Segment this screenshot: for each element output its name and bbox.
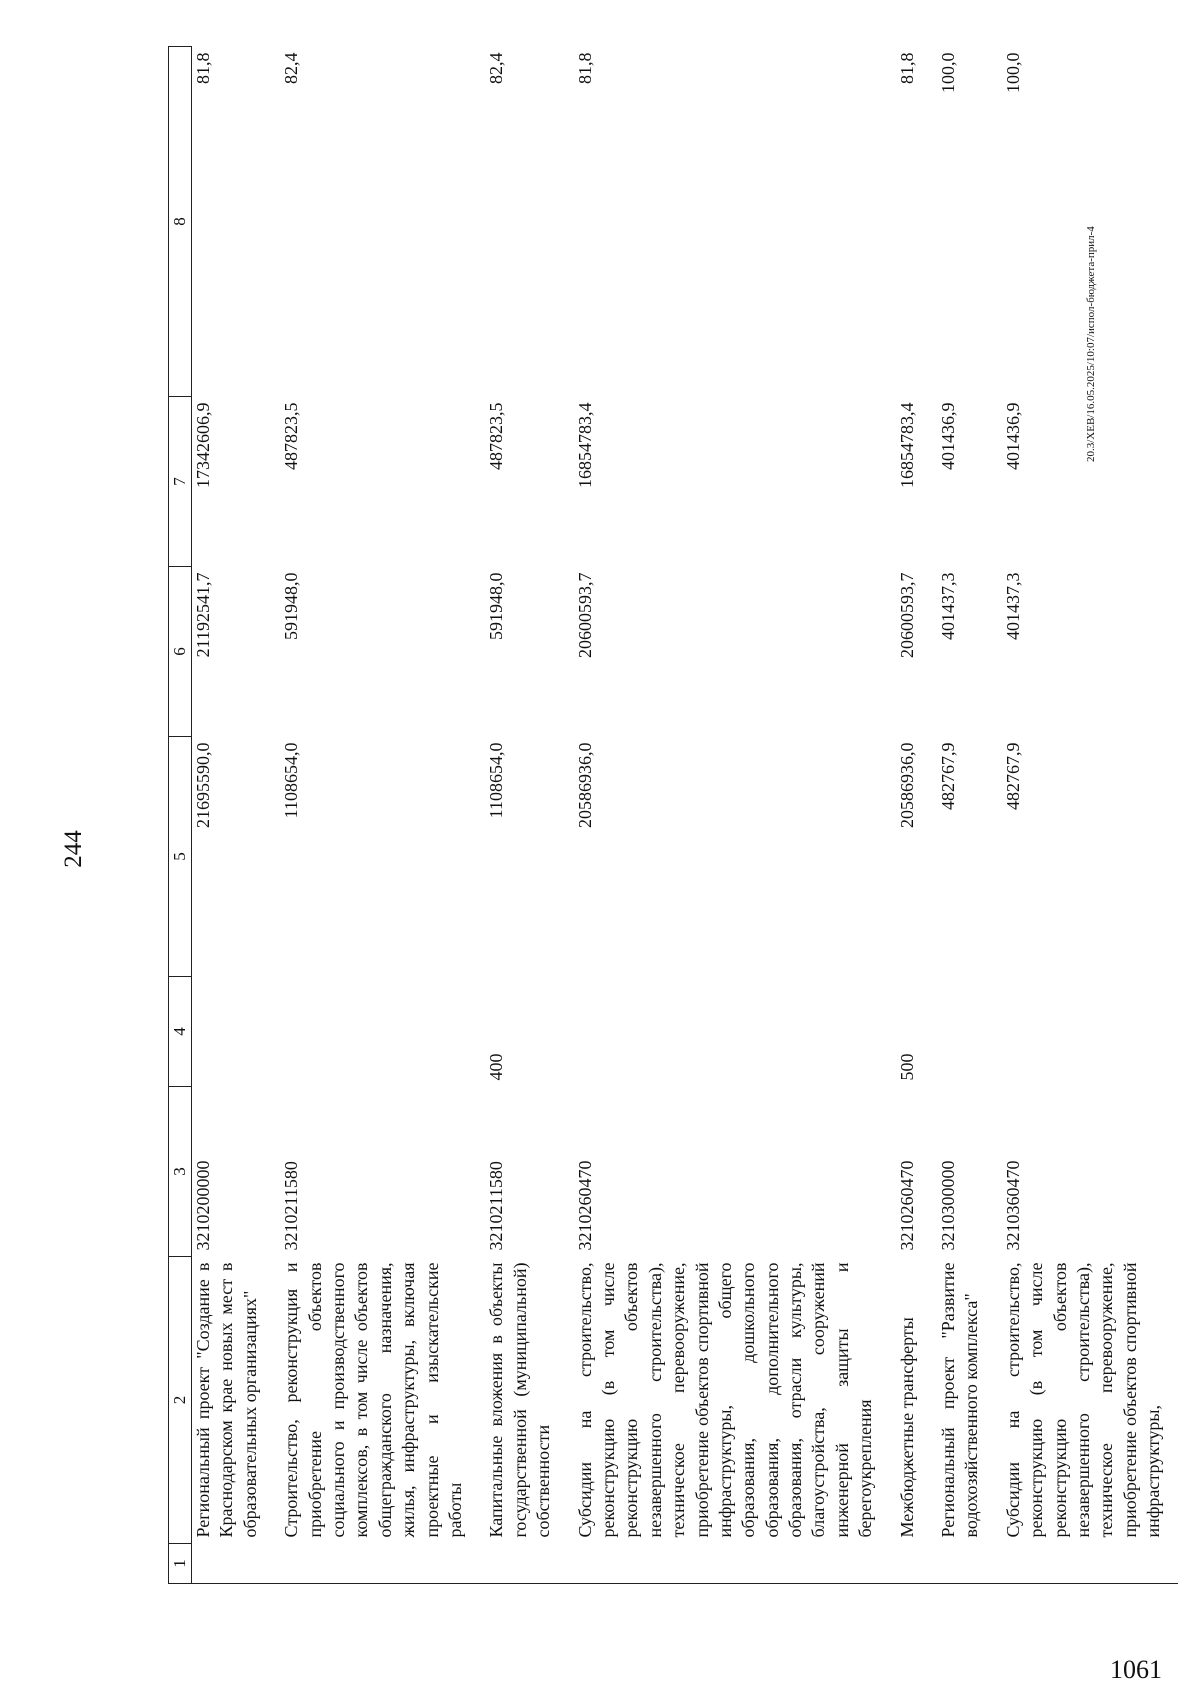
row-percent: 81,8: [193, 52, 214, 84]
row-type: [568, 977, 890, 1087]
row-index-cell: [996, 1544, 1178, 1584]
row-executed: 487823,5: [281, 402, 302, 470]
row-plan: 20586936,0: [896, 742, 917, 828]
page-number: 244: [60, 830, 87, 868]
row-index-cell: [568, 1544, 890, 1584]
row-index-cell: [192, 1544, 275, 1584]
row-approved: 401437,3: [1002, 572, 1023, 640]
header-col-7: 7: [169, 397, 192, 567]
row-executed: 487823,5: [486, 402, 507, 470]
row-name: Капитальные вложения в объекты государственной (муниципальной) собственности: [486, 1262, 554, 1538]
row-type: [996, 977, 1178, 1087]
row-executed: 16854783,4: [574, 402, 595, 488]
row-type: [274, 977, 479, 1087]
row-percent: 82,4: [486, 52, 507, 84]
row-name: Субсидии на строительство, реконструкцию (в том числе реконструкцию объектов незавершенного строительства), техническое перевооружение, приобретение объектов спортивной инфраструктуры,: [1002, 1262, 1164, 1538]
row-code: 3210211580: [486, 1161, 507, 1251]
header-row: [169, 47, 192, 1584]
row-code: 3210260470: [574, 1160, 595, 1251]
row-code: 3210300000: [938, 1160, 959, 1251]
row-name: Строительство, реконструкция и приобретение объектов социального и производственного комплексов, в том числе объектов общегражданского назначения, жилья, инфраструктуры, включая проектные и изыскательские работы: [281, 1262, 465, 1538]
row-approved: 20600593,7: [896, 572, 917, 658]
footer-page-number: 1061: [1110, 1655, 1162, 1684]
table-row: [274, 47, 479, 1584]
row-approved: 401437,3: [938, 572, 959, 640]
row-percent: 100,0: [938, 52, 959, 93]
header-col-6: 6: [169, 567, 192, 737]
row-name: Межбюджетные трансферты: [896, 1317, 917, 1538]
table-row: [931, 47, 996, 1584]
row-name: Региональный проект "Создание в Краснодарском крае новых мест в образовательных организациях": [193, 1262, 260, 1538]
row-plan: 20586936,0: [574, 742, 595, 828]
row-percent: 81,8: [574, 52, 595, 84]
header-col-3: 3: [169, 1087, 192, 1257]
row-type: 400: [486, 1053, 507, 1081]
row-percent: 81,8: [896, 52, 917, 84]
row-index-cell: [931, 1544, 996, 1584]
table-row: [890, 47, 931, 1584]
row-type: 500: [896, 1053, 917, 1081]
row-name: Субсидии на строительство, реконструкцию (в том числе реконструкцию объектов незавершенного строительства), техническое перевооружение, приобретение объектов спортивной инфраструктуры, общего образования, дошкольного образования, дополнительного образования, отрасли культуры, благоустройства, сооружений инженерной защиты и берегоукрепления: [574, 1262, 876, 1538]
budget-table: [168, 46, 1178, 1584]
header-col-1: 1: [169, 1544, 192, 1584]
row-percent: 100,0: [1002, 52, 1023, 93]
row-plan: 21695590,0: [193, 742, 214, 828]
row-name: Региональный проект "Развитие водохозяйственного комплекса": [938, 1262, 982, 1538]
row-code: 3210211580: [281, 1161, 302, 1251]
table-row: [479, 47, 567, 1584]
row-executed: 16854783,4: [896, 402, 917, 488]
row-executed: 401436,9: [1002, 402, 1023, 470]
header-col-8: 8: [169, 47, 192, 397]
document-stamp: 20.3/ХЕВ/16.05.2025/10:07/испол-бюджета-прил-4: [1085, 226, 1097, 462]
header-col-2: 2: [169, 1257, 192, 1544]
row-plan: 1108654,0: [281, 742, 302, 819]
table-row: [192, 47, 275, 1584]
row-index-cell: [274, 1544, 479, 1584]
row-index-cell: [479, 1544, 567, 1584]
header-col-4: 4: [169, 977, 192, 1087]
row-executed: 401436,9: [938, 402, 959, 470]
row-plan: 482767,9: [938, 742, 959, 810]
header-col-5: 5: [169, 737, 192, 977]
row-index-cell: [890, 1544, 931, 1584]
row-type: [931, 977, 996, 1087]
row-approved: 591948,0: [281, 572, 302, 640]
row-percent: 82,4: [281, 52, 302, 84]
row-approved: 21192541,7: [193, 572, 214, 658]
row-code: 3210200000: [193, 1160, 214, 1251]
row-plan: 1108654,0: [486, 742, 507, 819]
row-type: [192, 977, 275, 1087]
table-row: [568, 47, 890, 1584]
row-approved: 20600593,7: [574, 572, 595, 658]
row-approved: 591948,0: [486, 572, 507, 640]
row-code: 3210260470: [896, 1160, 917, 1251]
row-executed: 17342606,9: [193, 402, 214, 488]
row-code: 3210360470: [1002, 1160, 1023, 1251]
row-plan: 482767,9: [1002, 742, 1023, 810]
